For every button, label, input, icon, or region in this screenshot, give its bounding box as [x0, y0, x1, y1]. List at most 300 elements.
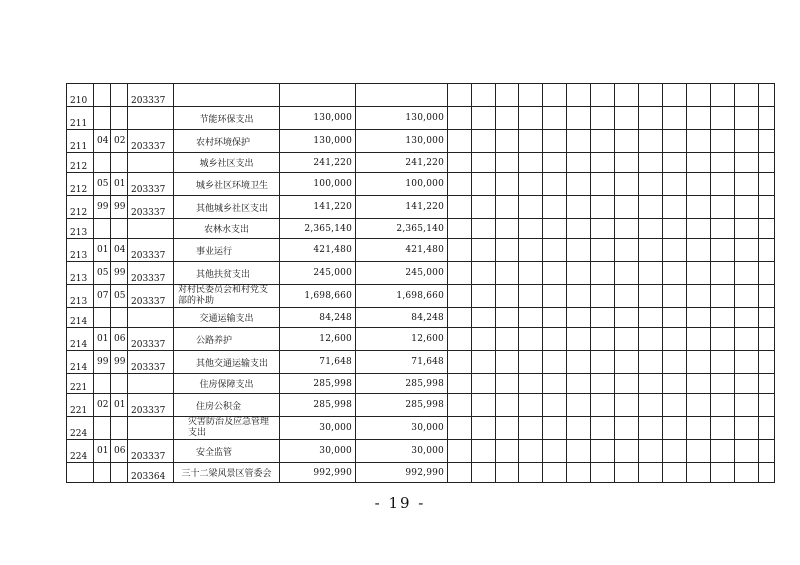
empty-cell	[687, 285, 711, 308]
empty-cell	[591, 84, 615, 107]
empty-cell	[759, 173, 775, 196]
empty-cell	[448, 107, 472, 130]
total-amount-cell: 84,248	[280, 308, 356, 328]
empty-cell	[519, 196, 543, 219]
empty-cell	[615, 394, 639, 417]
empty-cell	[567, 130, 591, 153]
xiang-code-cell: 01	[111, 394, 128, 417]
empty-cell	[735, 440, 759, 463]
empty-cell	[687, 328, 711, 351]
xiang-code-cell	[111, 153, 128, 173]
class-code-cell: 214	[67, 308, 94, 328]
empty-cell	[543, 219, 567, 239]
empty-cell	[639, 285, 663, 308]
empty-cell	[591, 107, 615, 130]
empty-cell	[543, 130, 567, 153]
basic-amount-cell: 12,600	[356, 328, 448, 351]
empty-cell	[519, 262, 543, 285]
empty-cell	[472, 219, 496, 239]
empty-cell	[567, 219, 591, 239]
xiang-code-cell: 99	[111, 196, 128, 219]
unit-code-cell: 203337	[128, 394, 174, 417]
class-code-cell: 212	[67, 153, 94, 173]
empty-cell	[591, 130, 615, 153]
empty-cell	[663, 130, 687, 153]
total-amount-cell	[280, 84, 356, 107]
empty-cell	[519, 173, 543, 196]
table-row	[67, 417, 775, 440]
empty-cell	[639, 351, 663, 374]
empty-cell	[448, 153, 472, 173]
xiang-code-cell: 01	[111, 173, 128, 196]
empty-cell	[639, 417, 663, 440]
total-amount-cell: 130,000	[280, 107, 356, 130]
kuan-code-cell: 01	[94, 440, 111, 463]
empty-cell	[591, 153, 615, 173]
empty-cell	[496, 463, 519, 483]
basic-amount-cell: 141,220	[356, 196, 448, 219]
empty-cell	[687, 308, 711, 328]
empty-cell	[472, 285, 496, 308]
empty-cell	[711, 285, 735, 308]
empty-cell	[543, 463, 567, 483]
empty-cell	[543, 107, 567, 130]
total-amount-cell: 2,365,140	[280, 219, 356, 239]
empty-cell	[615, 107, 639, 130]
empty-cell	[735, 394, 759, 417]
item-name-cell: 其他城乡社区支出	[174, 196, 280, 219]
empty-cell	[639, 196, 663, 219]
empty-cell	[519, 440, 543, 463]
empty-cell	[567, 262, 591, 285]
xiang-code-cell	[111, 308, 128, 328]
table-row	[67, 463, 775, 483]
table-row	[67, 130, 775, 153]
empty-cell	[615, 308, 639, 328]
empty-cell	[591, 262, 615, 285]
basic-amount-cell: 2,365,140	[356, 219, 448, 239]
table-row	[67, 262, 775, 285]
table-row	[67, 173, 775, 196]
kuan-code-cell: 99	[94, 351, 111, 374]
empty-cell	[472, 374, 496, 394]
xiang-code-cell	[111, 219, 128, 239]
empty-cell	[687, 173, 711, 196]
xiang-code-cell	[111, 107, 128, 130]
item-name-cell: 城乡社区环境卫生	[174, 173, 280, 196]
empty-cell	[687, 153, 711, 173]
class-code-cell: 213	[67, 219, 94, 239]
basic-amount-cell: 130,000	[356, 130, 448, 153]
total-amount-cell: 241,220	[280, 153, 356, 173]
empty-cell	[639, 173, 663, 196]
basic-amount-cell: 285,998	[356, 394, 448, 417]
empty-cell	[735, 328, 759, 351]
basic-amount-cell: 130,000	[356, 107, 448, 130]
empty-cell	[448, 308, 472, 328]
empty-cell	[472, 308, 496, 328]
empty-cell	[759, 308, 775, 328]
empty-cell	[687, 84, 711, 107]
empty-cell	[711, 374, 735, 394]
empty-cell	[615, 262, 639, 285]
class-code-cell: 221	[67, 374, 94, 394]
basic-amount-cell: 100,000	[356, 173, 448, 196]
empty-cell	[663, 107, 687, 130]
empty-cell	[496, 308, 519, 328]
total-amount-cell: 71,648	[280, 351, 356, 374]
empty-cell	[735, 196, 759, 219]
empty-cell	[567, 84, 591, 107]
empty-cell	[591, 394, 615, 417]
empty-cell	[687, 374, 711, 394]
empty-cell	[543, 394, 567, 417]
class-code-cell: 212	[67, 196, 94, 219]
empty-cell	[591, 440, 615, 463]
empty-cell	[711, 328, 735, 351]
empty-cell	[663, 285, 687, 308]
empty-cell	[711, 84, 735, 107]
empty-cell	[567, 328, 591, 351]
unit-code-cell	[128, 308, 174, 328]
xiang-code-cell: 06	[111, 440, 128, 463]
unit-code-cell: 203337	[128, 351, 174, 374]
empty-cell	[591, 417, 615, 440]
xiang-code-cell: 04	[111, 239, 128, 262]
empty-cell	[567, 394, 591, 417]
page-number: - 19 -	[374, 494, 426, 512]
empty-cell	[711, 417, 735, 440]
item-name-cell: 住房保障支出	[174, 374, 280, 394]
empty-cell	[519, 153, 543, 173]
unit-code-cell: 203337	[128, 328, 174, 351]
unit-code-cell	[128, 374, 174, 394]
empty-cell	[759, 440, 775, 463]
empty-cell	[663, 84, 687, 107]
class-code-cell: 212	[67, 173, 94, 196]
empty-cell	[448, 239, 472, 262]
empty-cell	[687, 239, 711, 262]
empty-cell	[567, 196, 591, 219]
item-name-cell: 三十二梁风景区管委会	[174, 463, 280, 483]
empty-cell	[663, 440, 687, 463]
xiang-code-cell: 06	[111, 328, 128, 351]
empty-cell	[639, 262, 663, 285]
empty-cell	[639, 308, 663, 328]
empty-cell	[496, 173, 519, 196]
empty-cell	[639, 153, 663, 173]
empty-cell	[472, 84, 496, 107]
item-name-cell: 灾害防治及应急管理支出	[174, 417, 280, 440]
empty-cell	[543, 153, 567, 173]
empty-cell	[711, 440, 735, 463]
total-amount-cell: 992,990	[280, 463, 356, 483]
xiang-code-cell: 99	[111, 262, 128, 285]
empty-cell	[591, 173, 615, 196]
basic-amount-cell: 1,698,660	[356, 285, 448, 308]
empty-cell	[567, 308, 591, 328]
empty-cell	[735, 417, 759, 440]
kuan-code-cell	[94, 84, 111, 107]
empty-cell	[663, 328, 687, 351]
empty-cell	[472, 107, 496, 130]
empty-cell	[663, 374, 687, 394]
empty-cell	[519, 417, 543, 440]
empty-cell	[639, 463, 663, 483]
empty-cell	[735, 219, 759, 239]
total-amount-cell: 30,000	[280, 440, 356, 463]
table-body	[67, 84, 775, 483]
empty-cell	[663, 417, 687, 440]
item-name-cell: 节能环保支出	[174, 107, 280, 130]
empty-cell	[448, 84, 472, 107]
empty-cell	[759, 463, 775, 483]
empty-cell	[687, 219, 711, 239]
empty-cell	[448, 173, 472, 196]
empty-cell	[496, 84, 519, 107]
empty-cell	[711, 239, 735, 262]
kuan-code-cell: 05	[94, 262, 111, 285]
empty-cell	[711, 173, 735, 196]
kuan-code-cell	[94, 417, 111, 440]
empty-cell	[687, 417, 711, 440]
unit-code-cell: 203364	[128, 463, 174, 483]
empty-cell	[615, 130, 639, 153]
xiang-code-cell	[111, 463, 128, 483]
empty-cell	[639, 239, 663, 262]
empty-cell	[567, 107, 591, 130]
empty-cell	[448, 417, 472, 440]
class-code-cell: 211	[67, 107, 94, 130]
unit-code-cell	[128, 219, 174, 239]
empty-cell	[519, 239, 543, 262]
empty-cell	[519, 328, 543, 351]
empty-cell	[543, 84, 567, 107]
empty-cell	[448, 285, 472, 308]
empty-cell	[448, 219, 472, 239]
total-amount-cell: 285,998	[280, 374, 356, 394]
empty-cell	[687, 262, 711, 285]
empty-cell	[496, 440, 519, 463]
empty-cell	[735, 285, 759, 308]
empty-cell	[543, 374, 567, 394]
empty-cell	[663, 351, 687, 374]
empty-cell	[759, 153, 775, 173]
empty-cell	[591, 328, 615, 351]
basic-amount-cell: 245,000	[356, 262, 448, 285]
empty-cell	[759, 374, 775, 394]
empty-cell	[663, 394, 687, 417]
empty-cell	[735, 262, 759, 285]
empty-cell	[615, 440, 639, 463]
empty-cell	[519, 374, 543, 394]
unit-code-cell: 203337	[128, 130, 174, 153]
empty-cell	[496, 130, 519, 153]
empty-cell	[759, 239, 775, 262]
empty-cell	[448, 130, 472, 153]
empty-cell	[663, 239, 687, 262]
empty-cell	[711, 351, 735, 374]
empty-cell	[615, 285, 639, 308]
class-code-cell: 221	[67, 394, 94, 417]
kuan-code-cell: 05	[94, 173, 111, 196]
empty-cell	[519, 285, 543, 308]
table-row	[67, 196, 775, 219]
kuan-code-cell	[94, 219, 111, 239]
basic-amount-cell	[356, 84, 448, 107]
xiang-code-cell: 02	[111, 130, 128, 153]
empty-cell	[448, 351, 472, 374]
unit-code-cell: 203337	[128, 440, 174, 463]
empty-cell	[639, 130, 663, 153]
class-code-cell: 214	[67, 351, 94, 374]
empty-cell	[711, 130, 735, 153]
table-row	[67, 107, 775, 130]
kuan-code-cell: 99	[94, 196, 111, 219]
class-code-cell: 210	[67, 84, 94, 107]
total-amount-cell: 141,220	[280, 196, 356, 219]
kuan-code-cell: 07	[94, 285, 111, 308]
empty-cell	[496, 262, 519, 285]
xiang-code-cell	[111, 84, 128, 107]
empty-cell	[543, 351, 567, 374]
empty-cell	[543, 196, 567, 219]
kuan-code-cell: 04	[94, 130, 111, 153]
empty-cell	[543, 239, 567, 262]
empty-cell	[448, 463, 472, 483]
total-amount-cell: 421,480	[280, 239, 356, 262]
empty-cell	[615, 374, 639, 394]
empty-cell	[448, 196, 472, 219]
item-name-cell: 事业运行	[174, 239, 280, 262]
kuan-code-cell	[94, 308, 111, 328]
item-name-cell: 城乡社区支出	[174, 153, 280, 173]
item-name-cell	[174, 84, 280, 107]
empty-cell	[639, 394, 663, 417]
empty-cell	[615, 417, 639, 440]
item-name-cell: 交通运输支出	[174, 308, 280, 328]
empty-cell	[639, 328, 663, 351]
item-name-cell: 其他扶贫支出	[174, 262, 280, 285]
kuan-code-cell: 01	[94, 328, 111, 351]
unit-code-cell: 203337	[128, 239, 174, 262]
empty-cell	[735, 463, 759, 483]
empty-cell	[663, 196, 687, 219]
empty-cell	[639, 374, 663, 394]
empty-cell	[472, 173, 496, 196]
empty-cell	[448, 374, 472, 394]
class-code-cell: 213	[67, 239, 94, 262]
empty-cell	[735, 84, 759, 107]
empty-cell	[543, 285, 567, 308]
kuan-code-cell	[94, 374, 111, 394]
empty-cell	[687, 351, 711, 374]
empty-cell	[591, 219, 615, 239]
empty-cell	[687, 130, 711, 153]
class-code-cell	[67, 463, 94, 483]
empty-cell	[711, 219, 735, 239]
empty-cell	[735, 153, 759, 173]
empty-cell	[711, 153, 735, 173]
empty-cell	[567, 173, 591, 196]
empty-cell	[735, 239, 759, 262]
item-name-cell: 住房公积金	[174, 394, 280, 417]
unit-code-cell: 203337	[128, 196, 174, 219]
budget-table	[66, 83, 775, 483]
table-row	[67, 84, 775, 107]
empty-cell	[759, 84, 775, 107]
empty-cell	[496, 351, 519, 374]
unit-code-cell: 203337	[128, 262, 174, 285]
kuan-code-cell: 02	[94, 394, 111, 417]
empty-cell	[496, 374, 519, 394]
empty-cell	[543, 328, 567, 351]
empty-cell	[711, 308, 735, 328]
empty-cell	[519, 308, 543, 328]
basic-amount-cell: 241,220	[356, 153, 448, 173]
empty-cell	[543, 308, 567, 328]
total-amount-cell: 130,000	[280, 130, 356, 153]
empty-cell	[496, 239, 519, 262]
table-row	[67, 374, 775, 394]
empty-cell	[639, 84, 663, 107]
table-row	[67, 394, 775, 417]
empty-cell	[496, 107, 519, 130]
total-amount-cell: 12,600	[280, 328, 356, 351]
empty-cell	[759, 394, 775, 417]
empty-cell	[567, 285, 591, 308]
empty-cell	[615, 219, 639, 239]
empty-cell	[519, 463, 543, 483]
empty-cell	[472, 262, 496, 285]
item-name-cell: 农林水支出	[174, 219, 280, 239]
unit-code-cell: 203337	[128, 285, 174, 308]
table-row	[67, 351, 775, 374]
empty-cell	[663, 173, 687, 196]
empty-cell	[663, 308, 687, 328]
class-code-cell: 224	[67, 417, 94, 440]
empty-cell	[472, 417, 496, 440]
kuan-code-cell	[94, 153, 111, 173]
empty-cell	[519, 107, 543, 130]
empty-cell	[519, 394, 543, 417]
basic-amount-cell: 30,000	[356, 417, 448, 440]
empty-cell	[663, 219, 687, 239]
empty-cell	[687, 463, 711, 483]
empty-cell	[615, 173, 639, 196]
empty-cell	[711, 196, 735, 219]
empty-cell	[591, 463, 615, 483]
empty-cell	[615, 239, 639, 262]
empty-cell	[615, 351, 639, 374]
empty-cell	[472, 440, 496, 463]
empty-cell	[759, 107, 775, 130]
table-row	[67, 219, 775, 239]
table-row	[67, 328, 775, 351]
empty-cell	[735, 173, 759, 196]
empty-cell	[519, 130, 543, 153]
class-code-cell: 213	[67, 285, 94, 308]
empty-cell	[543, 417, 567, 440]
empty-cell	[663, 463, 687, 483]
empty-cell	[543, 440, 567, 463]
empty-cell	[639, 219, 663, 239]
empty-cell	[735, 107, 759, 130]
item-name-cell: 安全监管	[174, 440, 280, 463]
empty-cell	[711, 107, 735, 130]
total-amount-cell: 1,698,660	[280, 285, 356, 308]
class-code-cell: 213	[67, 262, 94, 285]
